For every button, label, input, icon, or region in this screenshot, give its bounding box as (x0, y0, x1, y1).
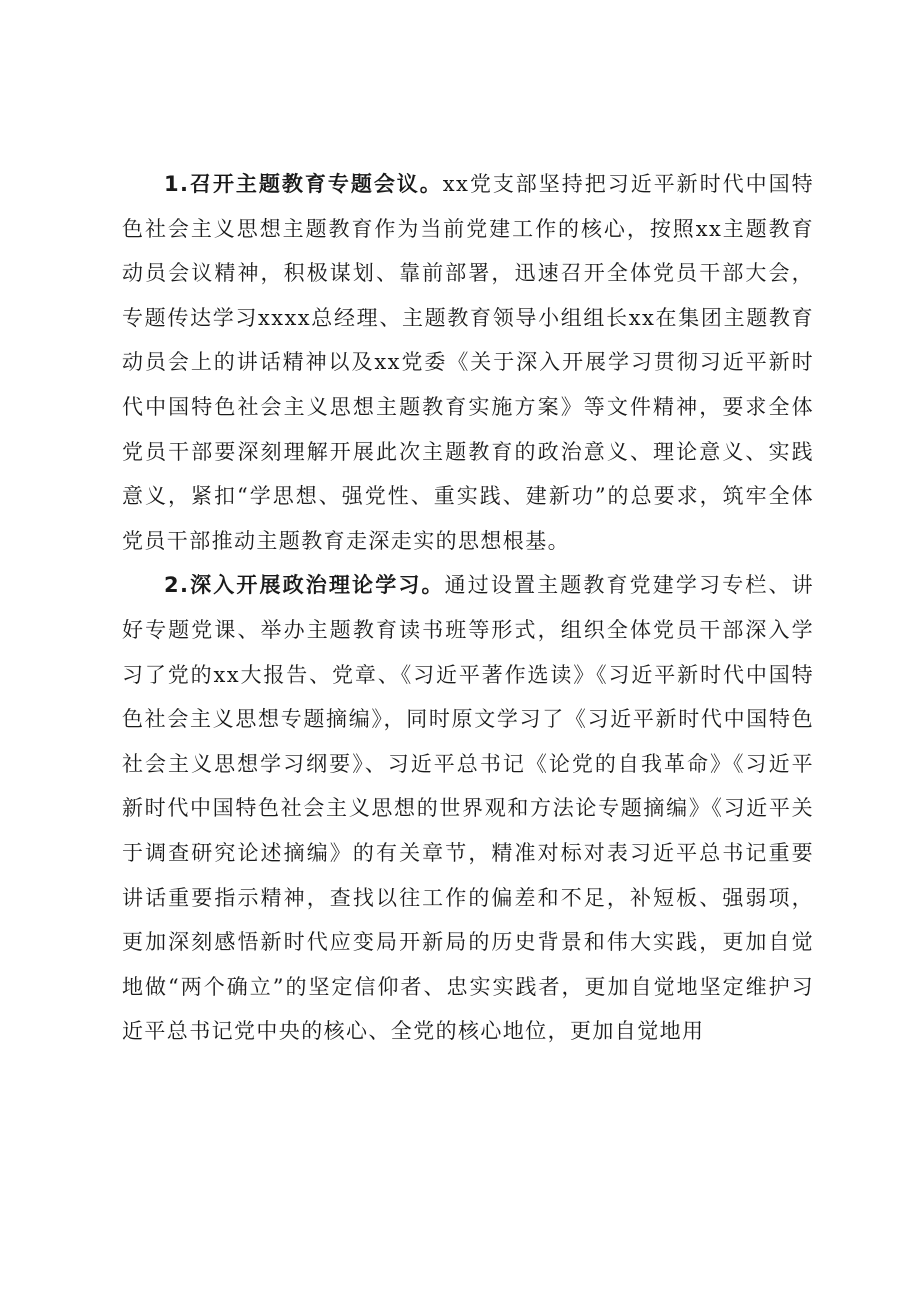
paragraph-2 (122, 563, 814, 1054)
paragraph-1 (122, 162, 814, 563)
document-body (122, 162, 814, 1054)
paragraph-1-text: xx党支部坚持把习近平新时代中国特色社会主义思想主题教育作为当前党建工作的核心，按照xx主题教育动员会议精神，积极谋划、靠前部署，迅速召开全体党员干部大会，专题传达学习xxxx总经理、主题教育领导小组组长xx在集团主题教育动员会上的讲话精神以及xx党委《关于深入开展学习贯彻习近平新时代中国特色社会主义思想主题教育实施方案》等文件精神，要求全体党员干部要深刻理解开展此次主题教育的政治意义、理论意义、实践意义，紧扣“学思想、强党性、重实践、建新功”的总要求，筑牢全体党员干部推动主题教育走深走实的思想根基。 (122, 172, 814, 553)
paragraph-2-heading: 2.深入开展政治理论学习。 (164, 573, 445, 598)
paragraph-1-heading: 1.召开主题教育专题会议。 (164, 172, 443, 196)
paragraph-2-text: 通过设置主题教育党建学习专栏、讲好专题党课、举办主题教育读书班等形式，组织全体党员干部深入学习了党的xx大报告、党章、《习近平著作选读》《习近平新时代中国特色社会主义思想专题摘编》，同时原文学习了《习近平新时代中国特色社会主义思想学习纲要》、习近平总书记《论党的自我革命》《习近平新时代中国特色社会主义思想的世界观和方法论专题摘编》《习近平关于调查研究论述摘编》的有关章节，精准对标对表习近平总书记重要讲话重要指示精神，查找以往工作的偏差和不足，补短板、强弱项，更加深刻感悟新时代应变局开新局的历史背景和伟大实践，更加自觉地做“两个确立”的坚定信仰者、忠实实践者，更加自觉地坚定维护习近平总书记党中央的核心、全党的核心地位，更加自觉地用 (122, 573, 814, 1044)
